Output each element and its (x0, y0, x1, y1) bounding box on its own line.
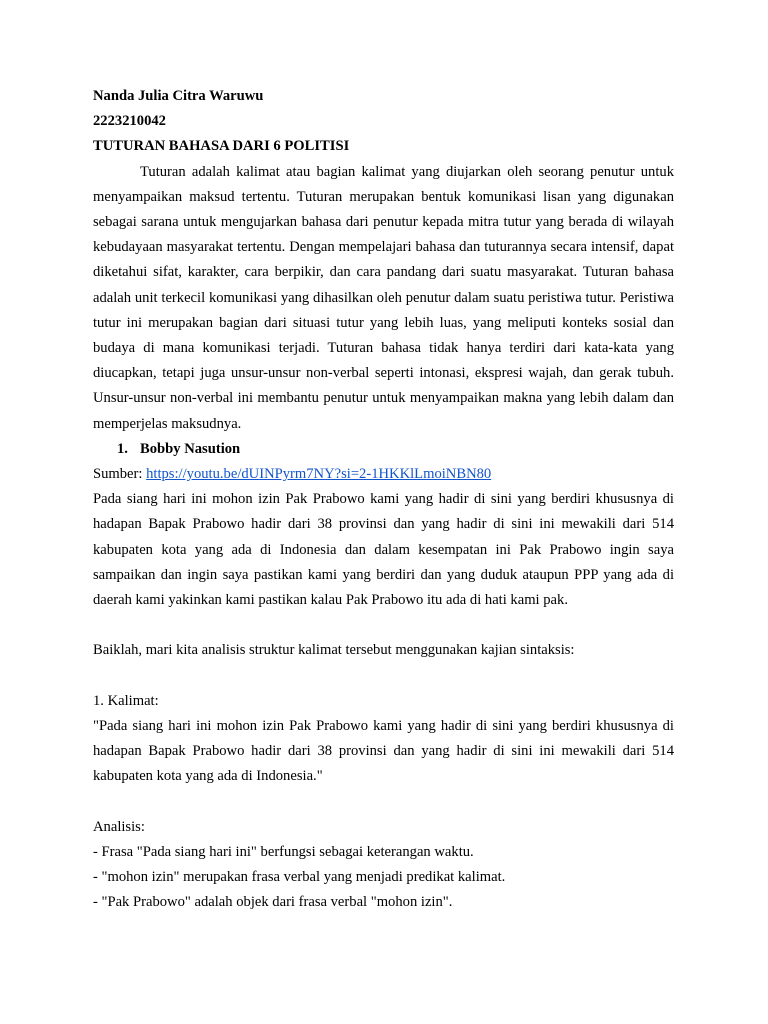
section-number: 1. (117, 440, 128, 457)
spacer (93, 664, 674, 689)
document-title: TUTURAN BAHASA DARI 6 POLITISI (93, 138, 350, 155)
intro-paragraph: Tuturan adalah kalimat atau bagian kalimat yang diujarkan oleh seorang penutur untuk menyampaikan maksud tertentu. Tuturan merupakan bentuk komunikasi lisan yang digunakan sebagai sarana untuk mengujarkan bahasa dari penutur kepada mitra tutur yang berada di wilayah kebudayaan masyarakat tertentu. Dengan mempelajari bahasa dan tuturannya secara intensif, dapat diketahui sifat, karakter, cara berpikir, dan cara pandang dari suatu masyarakat. Tuturan bahasa adalah unit terkecil komunikasi yang dihasilkan oleh penutur dalam suatu peristiwa tutur. Peristiwa tutur ini merupakan bagian dari situasi tutur yang lebih luas, yang meliputi konteks sosial dan budaya di mana komunikasi terjadi. Tuturan bahasa tidak hanya terdiri dari kata-kata yang diucapkan, tetapi juga unsur-unsur non-verbal seperti intonasi, ekspresi wajah, dan gerak tubuh. Unsur-unsur non-verbal ini membantu penutur untuk menyampaikan makna yang lebih dalam dan memperjelas maksudnya. (93, 163, 674, 432)
analisis-item: - "mohon izin" merupakan frasa verbal yang menjadi predikat kalimat. (93, 869, 506, 886)
source-link[interactable]: https://youtu.be/dUINPyrm7NY?si=2-1HKKlLmoiNBN80 (146, 466, 492, 483)
source-line (93, 462, 674, 487)
analysis-intro: Baiklah, mari kita analisis struktur kalimat tersebut menggunakan kajian sintaksis: (93, 642, 575, 659)
document-page (93, 84, 674, 916)
spacer (93, 613, 674, 638)
analisis-item: - "Pak Prabowo" adalah objek dari frasa verbal "mohon izin". (93, 894, 453, 911)
kalimat-label: 1. Kalimat: (93, 692, 159, 709)
student-id: 2223210042 (93, 113, 166, 130)
source-label: Sumber: (93, 466, 147, 483)
analisis-label: Analisis: (93, 818, 145, 835)
section-heading-text: Bobby Nasution (140, 440, 241, 457)
quote-paragraph: Pada siang hari ini mohon izin Pak Prabowo kami yang hadir di sini yang berdiri khususnya di hadapan Bapak Prabowo hadir dari 38 provinsi dan yang hadir di sini ini mewakili dari 514 kabupaten kota yang ada di Indonesia dan dalam kesempatan ini Pak Prabowo ingin saya sampaikan dan ingin saya pastikan kami yang berdiri dan yang duduk ataupun PPP yang ada di daerah kami yakinkan kami pastikan kalau Pak Prabowo itu ada di hati kami pak. (93, 491, 674, 609)
analisis-item: - Frasa "Pada siang hari ini" berfungsi sebagai keterangan waktu. (93, 844, 474, 861)
author-name: Nanda Julia Citra Waruwu (93, 88, 264, 104)
spacer (93, 790, 674, 815)
kalimat-text: "Pada siang hari ini mohon izin Pak Prabowo kami yang hadir di sini yang berdiri khususnya di hadapan Bapak Prabowo hadir dari 38 provinsi dan yang hadir di sini ini mewakili dari 514 kabupaten kota yang ada di Indonesia." (93, 718, 674, 785)
section-heading (93, 437, 674, 462)
